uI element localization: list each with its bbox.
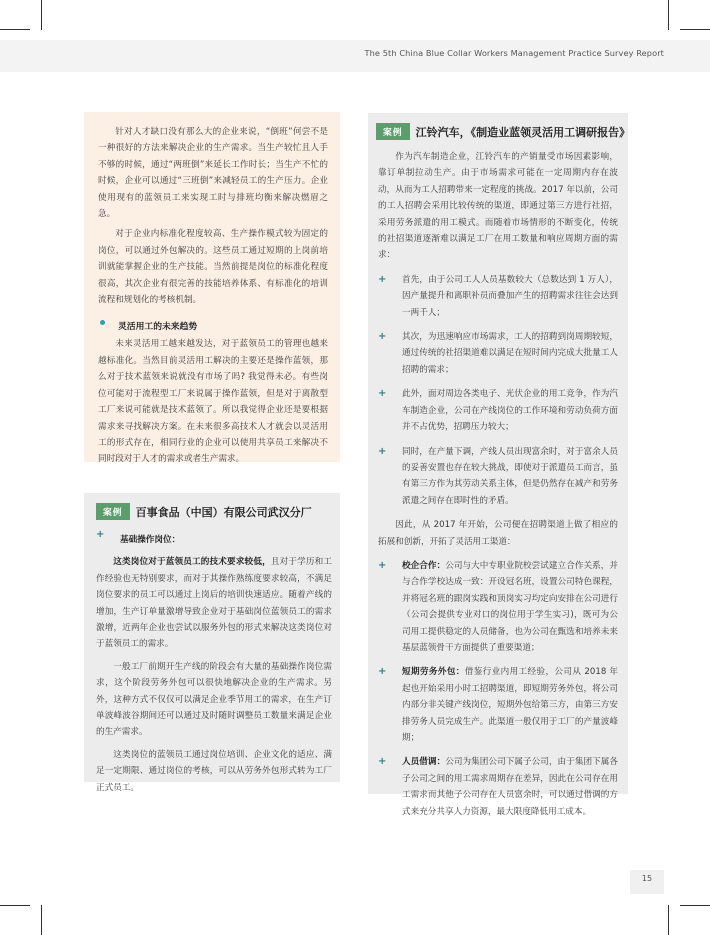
paragraph: 这类岗位的蓝领员工通过岗位培训、企业文化的适应、满足一定期限、通过岗位的考核，可以从劳务外包形式转为工厂正式员工。 bbox=[96, 749, 332, 793]
paragraph: 一般工厂前期开生产线的阶段会有大量的基础操作岗位需求，这个阶段劳务外包可以很快地解决企业的生产需求。另外，这种方式不仅仅可以满足企业季节用工的需求，在生产订单波峰波谷期间还可以通过及时随时调整员工数量来满足企业的生产需求。 bbox=[96, 661, 332, 738]
plus-icon: + bbox=[378, 445, 387, 457]
list-item: + 人员借调：公司为集团公司下属子公司，由于集团下属各子公司之间的用工需求周期存在差异，因此在公司存在用工需求而其他子公司存在人员富余时，可以通过借调的方式来充分共享人力资源，最大限度降低用工成本。 bbox=[378, 756, 618, 817]
list-item: + 校企合作：公司与大中专职业院校尝试建立合作关系，并与合作学校达成一致：开设冠名班，设置公司特色课程，并将冠名班的跟岗实践和顶岗实习均定向安排在公司进行（公司会提供专业对口的岗位用于学生实习)，既可为公司用工提供稳定的人员储备，也为公司在甄选和培养未来基层蓝领骨干方面提供了重要渠道； bbox=[378, 559, 618, 653]
crop-mark bbox=[668, 0, 669, 30]
plus-icon: + bbox=[378, 666, 387, 678]
paragraph: 这类岗位对于蓝领员工的技术要求较低，且对于学历和工作经验也无特别要求，而对于其操作熟练度要求较高，不满足岗位要求的员工可以通过上岗后的培训快速适应。随着产线的增加，生产订单量激增导致企业对于基础岗位蓝领员工的需求激增，近两年企业也尝试以服务外包的形式来解决这类岗位对于蓝领员工的需求。 bbox=[96, 557, 332, 650]
crop-mark bbox=[41, 905, 42, 935]
case-tag: 案例 bbox=[96, 503, 130, 520]
list-item: + 此外，面对周边各类电子、光伏企业的用工竞争，作为汽车制造企业，公司在产线岗位的工作环境和劳动负荷方面并不占优势，招聘压力较大； bbox=[378, 388, 618, 433]
case-title: 江铃汽车，《制造业蓝领灵活用工调研报告》 bbox=[415, 125, 631, 139]
plus-icon: + bbox=[378, 756, 387, 768]
case-title: 百事食品（中国）有限公司武汉分厂 bbox=[135, 505, 312, 519]
paragraph: 针对人才缺口没有那么大的企业来说，“倒班”何尝不是一种很好的方法来解决企业的生产需求。当生产较忙且人手不够的时候，通过“两班倒”来延长工作时长；当生产不忙的时候，企业可以通过“三班倒”来减轻员工的生产压力。企业使用现有的蓝领员工来实现工时与排班均衡来解决燃眉之急。 bbox=[98, 127, 328, 220]
plus-icon: + bbox=[96, 529, 105, 540]
case-box-jiangling bbox=[368, 113, 631, 817]
crop-mark bbox=[680, 905, 710, 906]
case-box-baishi bbox=[84, 493, 340, 793]
page-number: 15 bbox=[641, 874, 653, 883]
case-tag: 案例 bbox=[376, 123, 410, 140]
case-header bbox=[376, 121, 630, 140]
list-item: + 同时，在产量下调，产线人员出现富余时，对于富余人员的妥善安置也存在较大挑战，即使对于派遣员工而言，虽有第三方作为其劳动关系主体，但是仍然存在减产和劳务派遣之间存在即时性的矛盾。 bbox=[378, 445, 618, 506]
paragraph: 因此，从 2017 年开始，公司便在招聘渠道上做了相应的拓展和创新，开拓了灵活用工渠道： bbox=[378, 520, 618, 547]
paragraph: 作为汽车制造企业，江铃汽车的产销量受市场因素影响，靠订单制拉动生产。由于市场需求可能在一定周期内存在波动，从而为工人招聘带来一定程度的挑战。2017 年以前，公司的工人招聘会采用比较传统的渠道，即通过第三方进行社招，采用劳务派遣的用工模式。而随着市场情形的不断变化，传统的社招渠道逐渐难以满足工厂在用工数量和响应周期方面的需求： bbox=[378, 152, 618, 261]
list-item: + 首先，由于公司工人人员基数较大（总数达到 1 万人），因产量提升和离职补员而叠加产生的招聘需求往往会达到一两千人； bbox=[378, 273, 618, 318]
crop-mark bbox=[668, 905, 669, 935]
plus-icon: + bbox=[378, 388, 387, 400]
crop-mark bbox=[41, 0, 42, 30]
plus-icon: + bbox=[378, 273, 387, 285]
plus-icon: + bbox=[378, 331, 387, 343]
list-item: + 短期劳务外包：借鉴行业内用工经验，公司从 2018 年起也开始采用小时工招聘渠道，即短期劳务外包，将公司内部分非关键产线岗位，短期外包给第三方，由第三方安排劳务人员完成生产。此渠道一般仅用于工厂的产量波峰期； bbox=[378, 666, 618, 743]
paragraph: 未来灵活用工越来越发达，对于蓝领员工的管理也越来越标准化。当然目前灵活用工解决的主要还是操作蓝领，那么对于技术蓝领来说就没有市场了吗? 我觉得未必。有些岗位可能对于流程型工厂来说属于操作蓝领，但是对于离散型工厂来说可能就是技术蓝领了。所以我觉得企业还是要根据需求来寻找解决方案。在未来很多高技术人才就会以灵活用工的形式存在，相同行业的企业可以使用共享员工来解决不同时段对于人才的需求或者生产需求。 bbox=[98, 339, 328, 465]
case-header bbox=[96, 501, 312, 520]
bullet-dot-icon bbox=[100, 320, 105, 325]
plus-icon: + bbox=[378, 559, 387, 571]
subheading: 灵活用工的未来趋势 bbox=[98, 314, 328, 330]
crop-mark bbox=[0, 905, 30, 906]
list-item: + 其次，为迅速响应市场需求，工人的招聘到岗周期较短，通过传统的社招渠道难以满足在短时间内完成大批量工人招聘的需求； bbox=[378, 331, 618, 375]
list-item: + 基础操作岗位： bbox=[96, 529, 181, 545]
left-text-box bbox=[84, 112, 340, 465]
crop-mark bbox=[0, 29, 30, 30]
paragraph: 对于企业内标准化程度较高、生产操作模式较为固定的岗位，可以通过外包解决的。这些员工通过短期的上岗前培训就能掌握企业的生产技能。当然前提是岗位的标准化程度很高，其次企业有很完善的技能培养体系、有标准化的培训流程和规划化的考核机制。 bbox=[98, 229, 328, 306]
report-title: The 5th China Blue Collar Workers Management Practice Survey Report bbox=[364, 48, 664, 58]
crop-mark bbox=[680, 29, 710, 30]
